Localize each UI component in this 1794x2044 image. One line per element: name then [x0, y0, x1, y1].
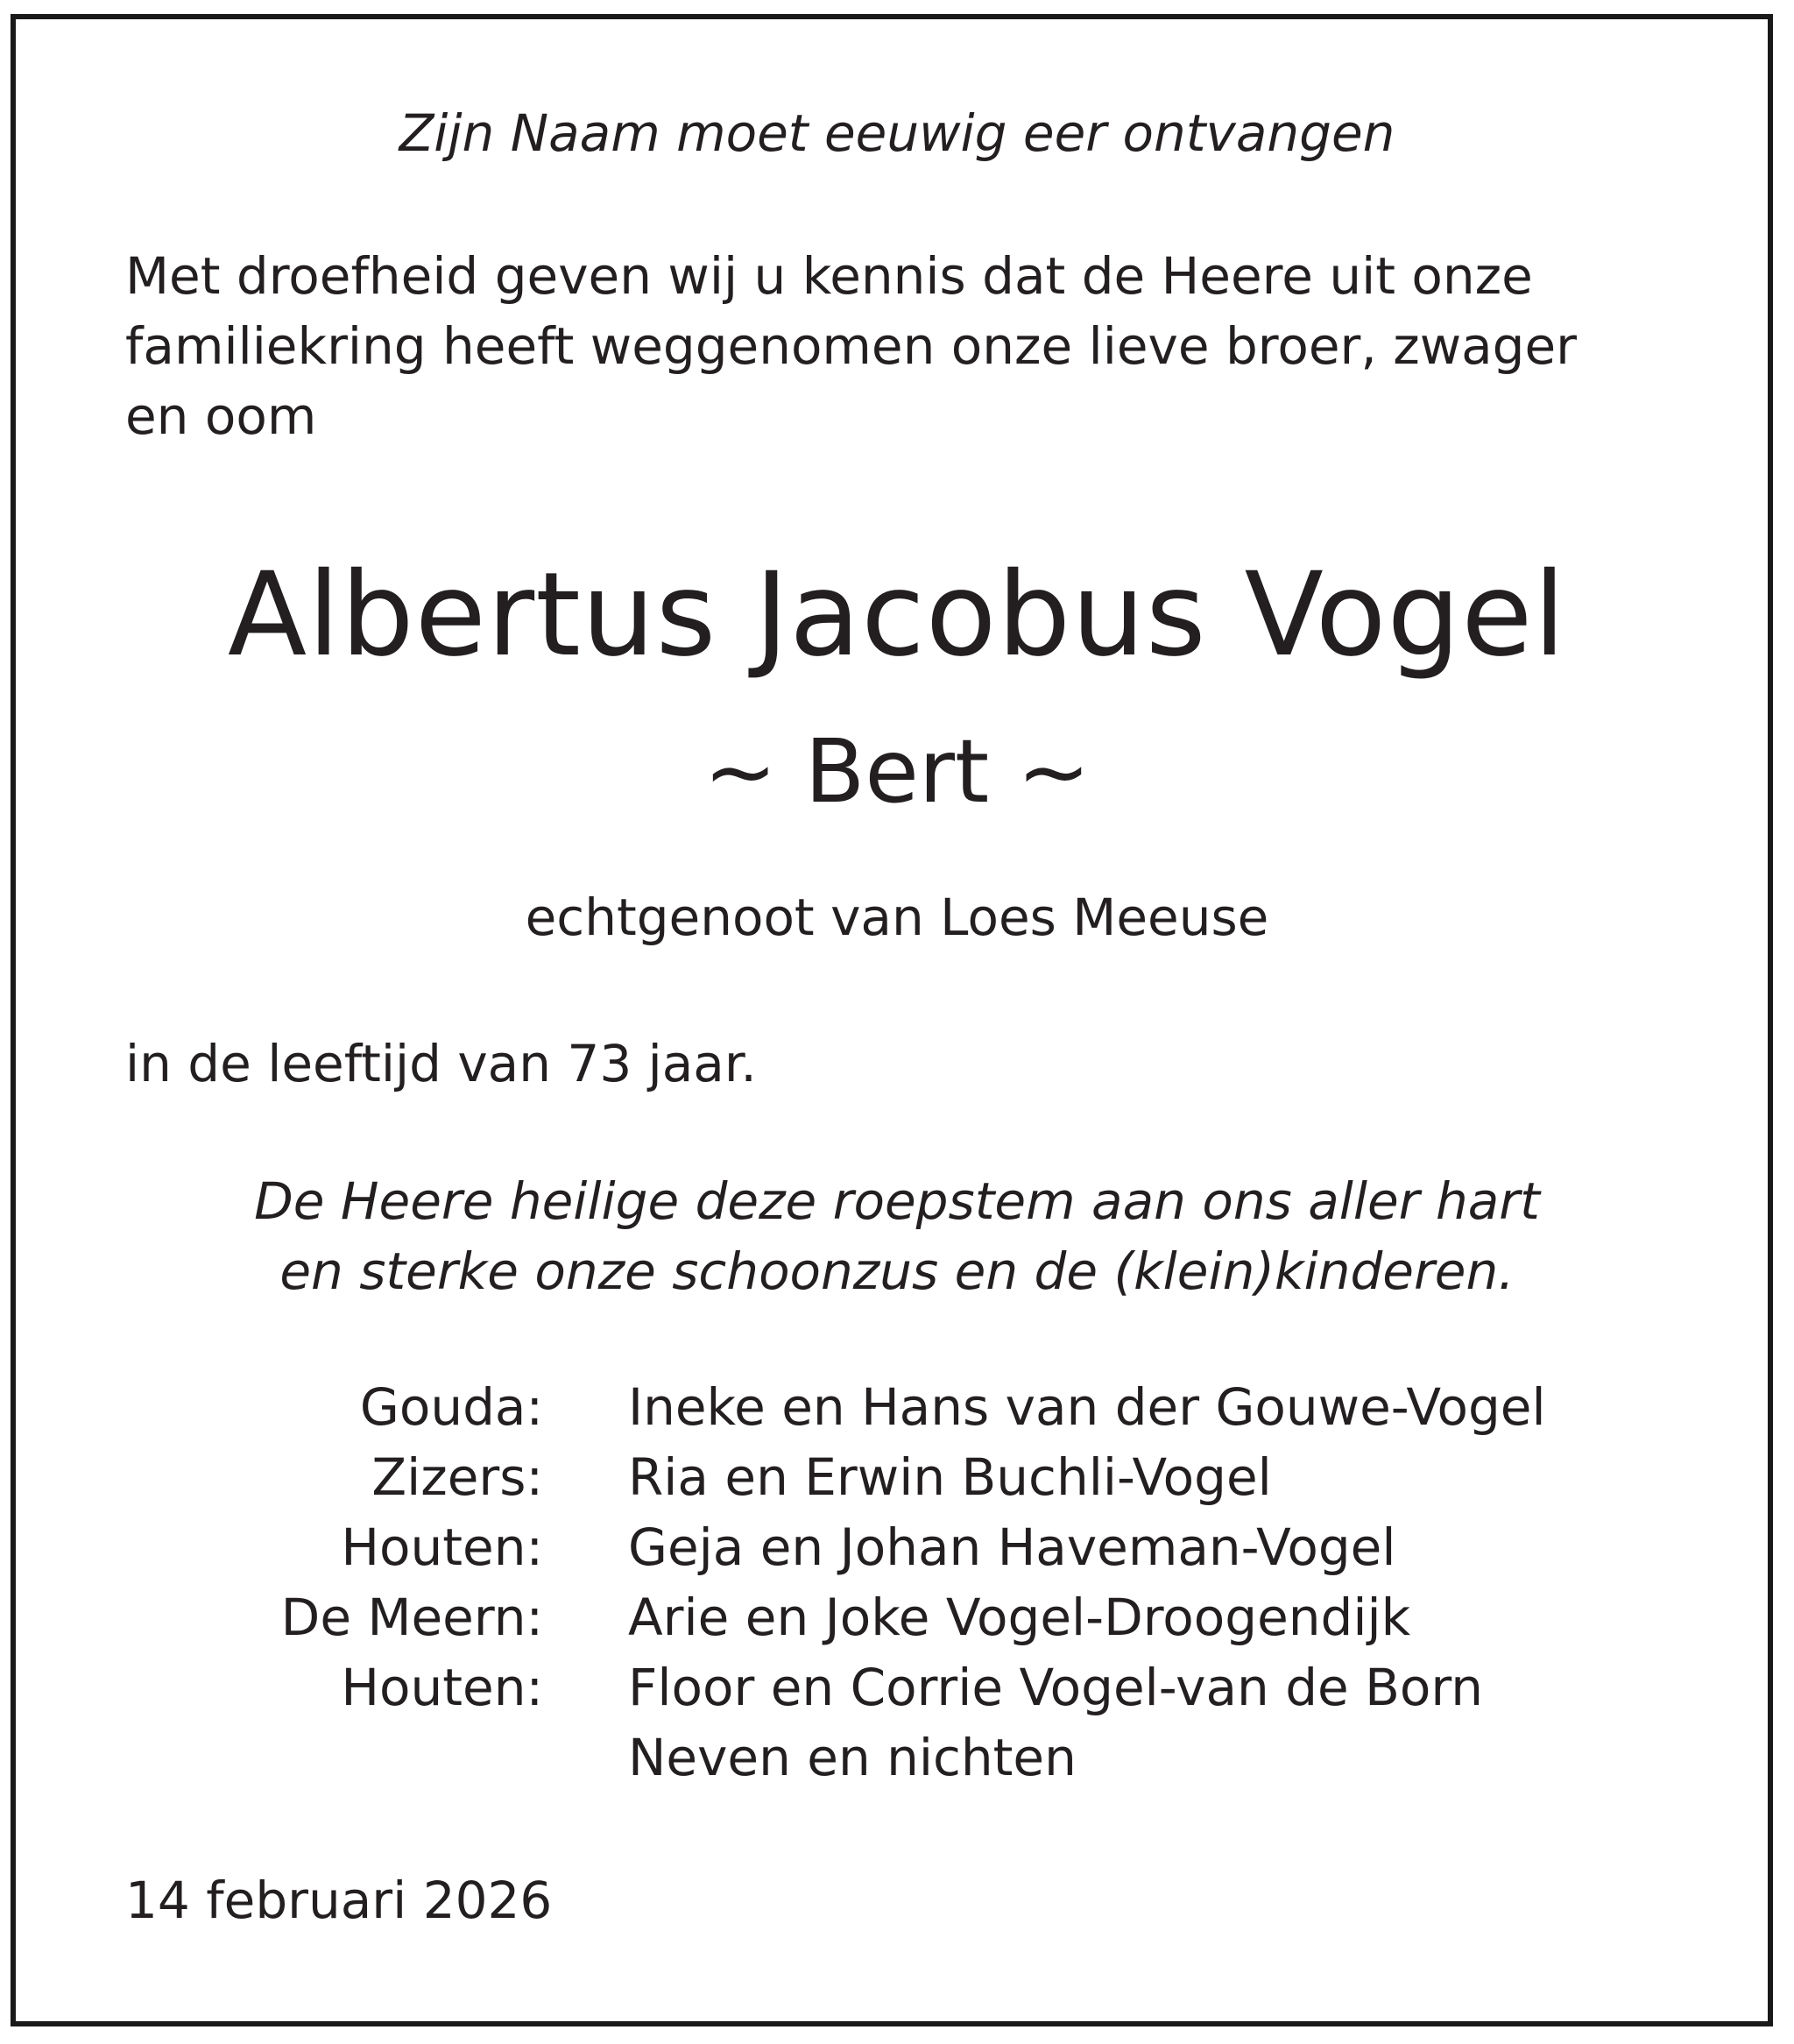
spouse-line: echtgenoot van Loes Meeuse	[525, 888, 1269, 947]
family-names: Arie en Joke Vogel-Droogendijk	[628, 1588, 1411, 1647]
deceased-name: Albertus Jacobus Vogel	[227, 548, 1567, 683]
age-line: in de leeftijd van 73 jaar.	[125, 1034, 757, 1093]
family-names: Ineke en Hans van der Gouwe-Vogel	[628, 1377, 1546, 1437]
family-names: Neven en nichten	[628, 1728, 1077, 1787]
family-list	[0, 1377, 1794, 1798]
family-names: Geja en Johan Haveman-Vogel	[628, 1517, 1396, 1577]
verse-line-2: en sterke onze schoonzus en de (klein)kinderen.	[279, 1241, 1515, 1301]
family-names: Ria en Erwin Buchli-Vogel	[628, 1447, 1272, 1507]
motto: Zijn Naam moet eeuwig eer ontvangen	[399, 103, 1395, 163]
family-place: De Meern:	[280, 1588, 543, 1647]
verse-line-1: De Heere heilige deze roepstem aan ons aller hart	[254, 1171, 1540, 1231]
family-names: Floor en Corrie Vogel-van de Born	[628, 1658, 1484, 1717]
family-row	[0, 1658, 1794, 1728]
family-row	[0, 1377, 1794, 1447]
family-place: Zizers:	[371, 1447, 543, 1507]
intro-line-3: en oom	[125, 386, 317, 446]
family-place: Houten:	[341, 1658, 543, 1717]
intro-line-2: familiekring heeft weggenomen onze lieve broer, zwager	[125, 316, 1578, 376]
family-place: Gouda:	[359, 1377, 543, 1437]
family-place: Houten:	[341, 1517, 543, 1577]
intro-line-1: Met droefheid geven wij u kennis dat de Heere uit onze	[125, 246, 1533, 306]
deceased-nickname: ~ Bert ~	[703, 720, 1091, 823]
announcement-date: 14 februari 2026	[125, 1871, 553, 1930]
family-row	[0, 1728, 1794, 1798]
family-row	[0, 1588, 1794, 1658]
family-row	[0, 1517, 1794, 1588]
family-row	[0, 1447, 1794, 1517]
